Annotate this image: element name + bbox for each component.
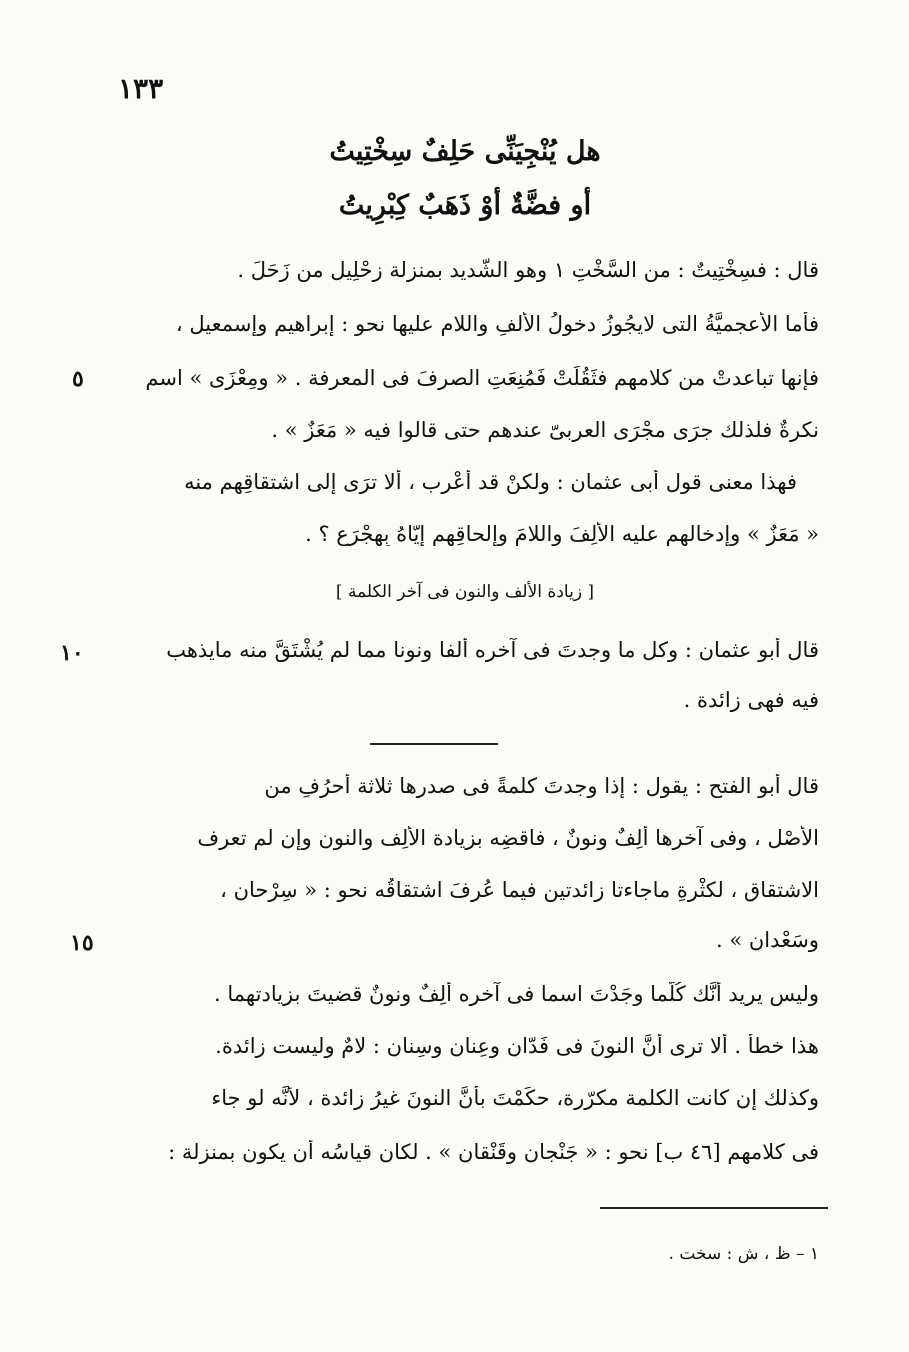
p5-line-1: وليس يريد أنَّك كُلَّما وجَدْتَ اسما فى آخره ألِفٌ ونونٌ قضيتَ بزيادتهما .: [214, 982, 819, 1006]
margin-line-number-10: ١٠: [60, 640, 84, 666]
p1-line-2: فأما الأعجميَّةُ التى لايجُوزُ دخولُ الألفِ واللام عليها نحو : إبراهيم وإسمعيل ،: [175, 312, 819, 336]
page-number: ١٣٣: [118, 72, 164, 105]
p4-line-4: وسَعْدانٍ » .: [715, 928, 819, 952]
section-heading: [ زيادة الألف والنون فى آخر الكلمة ]: [335, 582, 595, 602]
p1-line-1: قال : فسِخْتِيتٌ : من السَّخْتِ ١ وهو الشَّديد بمنزلة زِحْلِيلٍ من زَحَلَ .: [237, 258, 819, 282]
p2-line-2: « مَعَزٌ » وإدخالهم عليه الألِفَ واللامَ وإلحاقِهم إيّاهُ بِهِجْرَعٍ ؟ .: [305, 522, 819, 546]
footnote-separator: [600, 1207, 828, 1209]
footnote: ١ – ظ ، ش : سخت .: [668, 1244, 819, 1264]
p4-line-1: قال أبو الفتح : يقول : إذا وجدتَ كلمةً فى صدرها ثلاثة أحرُفٍ من: [264, 774, 819, 798]
margin-line-number-15: ١٥: [70, 930, 94, 956]
p2-line-1: فهذا معنى قول أبى عثمان : ولكنْ قد أُعْرِب ، ألا ترَى إلى اشتقاقِهم منه: [184, 470, 797, 494]
verse-line-2: أو فضَّةٌ أوْ ذَهَبٌ كِبْرِيتُ: [338, 190, 592, 221]
p5-line-4: فى كلامهم [٤٦ ب] نحو : « جَنْجانٍ وقَنْقانٍ » . لكان قياسُه أن يكون بمنزلة :: [168, 1140, 819, 1164]
p3-line-1: قال أبو عثمان : وكل ما وجدتَ فى آخره ألفا ونونا مما لم يُشْتَقَّ منه مايذهب: [166, 638, 819, 662]
p1-line-3: فإنها تباعدتْ من كلامهم فثَقُلَتْ فَمُنِعَتِ الصرفَ فى المعرفة . « ومِعْزَى » اسم: [145, 366, 819, 390]
p1-line-4: نكرةٌ فلذلك جرَى مجْرَى العربىّ عندهم حتى قالوا فيه « مَعَزٌ » .: [271, 418, 819, 442]
p4-line-3: الاشتقاق ، لكثْرةِ ماجاءتا زائدتين فيما عُرِفَ اشتقاقُه نحو : « سِرْحانٍ ،: [220, 878, 819, 902]
p5-line-3: وكذلك إن كانت الكلمة مكرّرة، حكَمْتَ بأنَّ النونَ غيرُ زائدة ، لأنَّه لو جاء: [211, 1086, 819, 1110]
p3-line-2: فيه فهى زائدة .: [683, 688, 819, 712]
section-separator: [370, 743, 498, 745]
p4-line-2: الأصْلِ ، وفى آخرِها ألِفٌ ونونٌ ، فاقضِه بزيادة الألِف والنون وإن لم تعرف: [197, 826, 819, 850]
verse-line-1: هل يُنْجِيَنِّى حَلِفٌ سِخْتِيتُ: [329, 136, 601, 167]
margin-line-number-5: ٥: [72, 366, 84, 392]
p5-line-2: هذا خطأ . ألا ترى أنَّ النونَ فى فَدّانٍ وعِنانٍ وسِنانٍ : لامٌ وليست زائدة.: [215, 1034, 819, 1058]
